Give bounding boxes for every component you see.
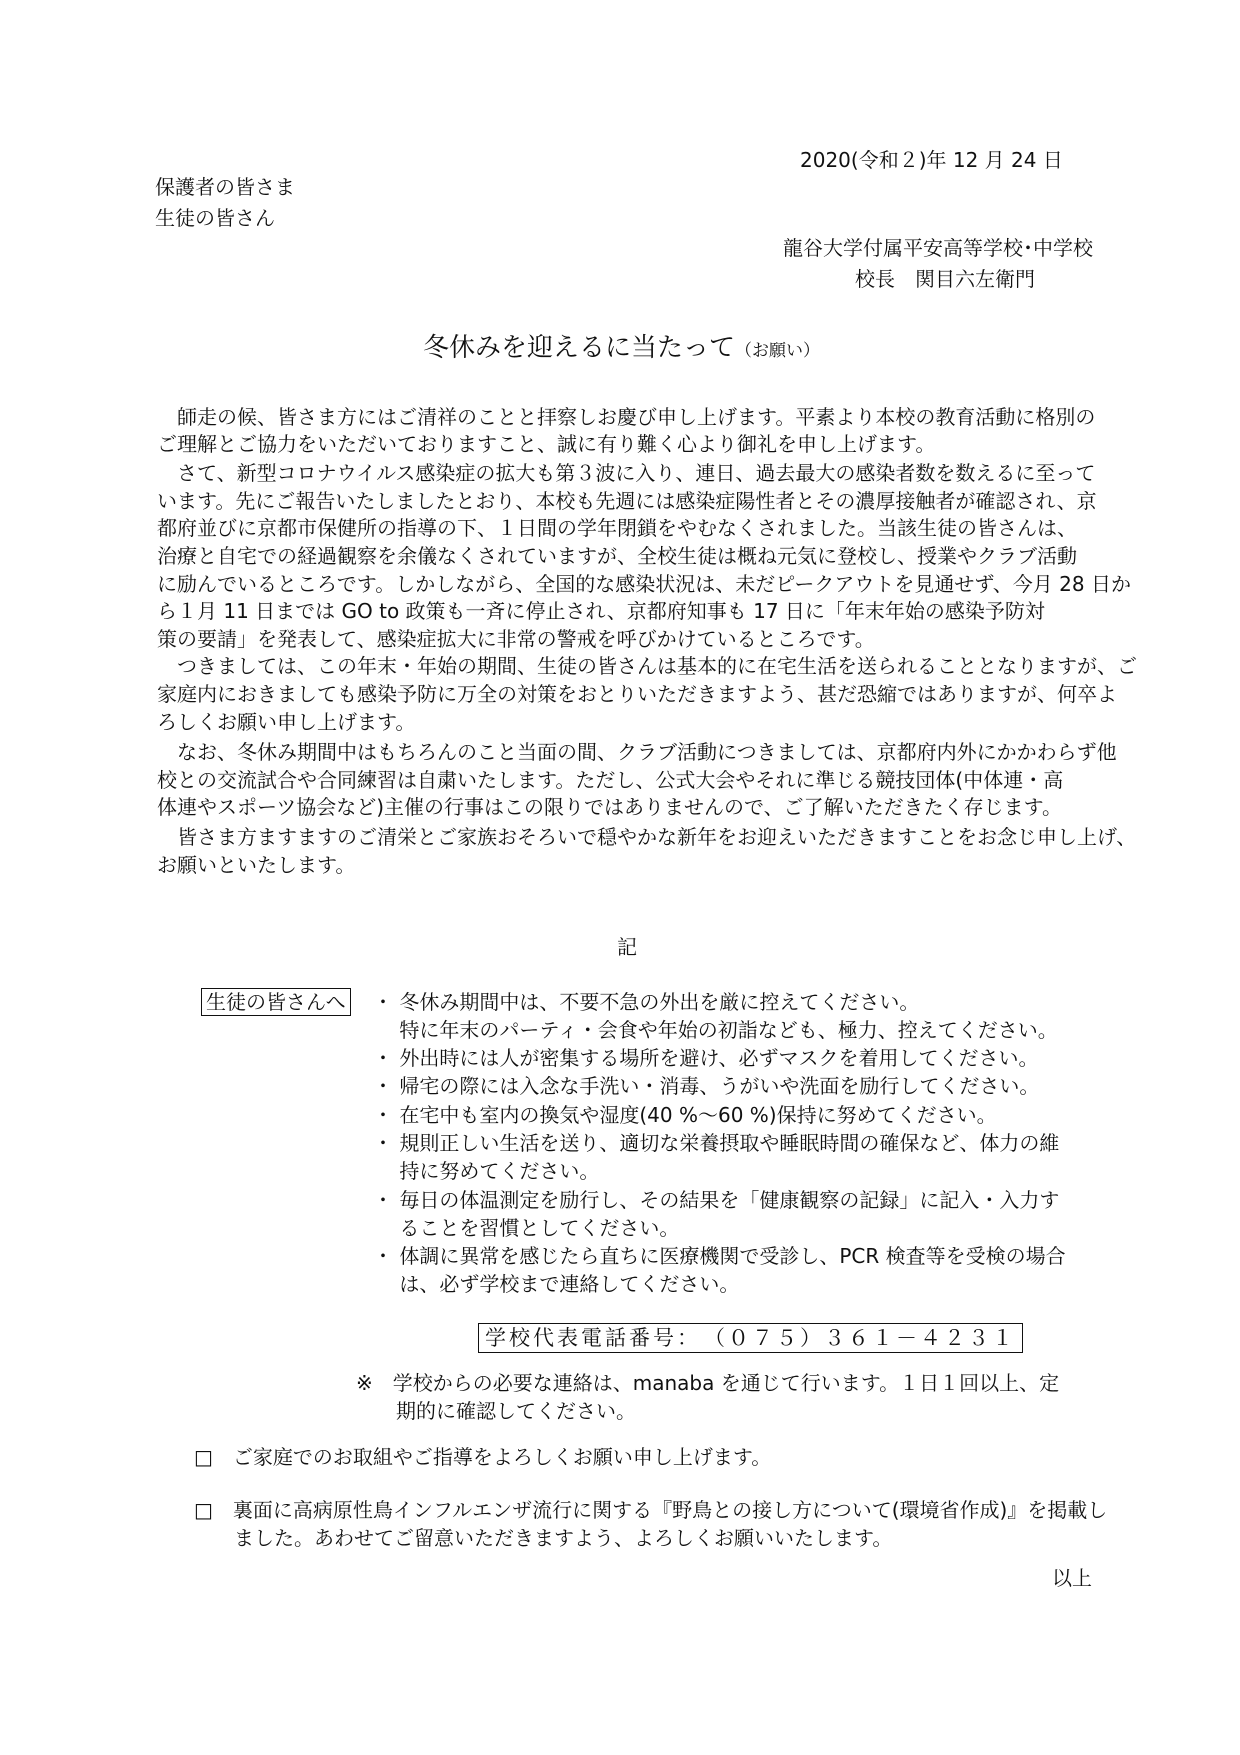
body-line: 治療と自宅での経過観察を余儀なくされていますが、全校生徒は概ね元気に登校し、授業やクラブ活動 [157, 544, 1077, 568]
list-item: ・ 体調に異常を感じたら直ちに医療機関で受診し、PCR 検査等を受検の場合 [373, 1244, 1066, 1268]
students-label: 生徒の皆さんへ [201, 988, 351, 1016]
body-line: 体連やスポーツ協会など)主催の行事はこの限りではありませんので、ご了解いただきたく存じます。 [157, 795, 1063, 819]
body-line: ろしくお願い申し上げます。 [157, 710, 416, 734]
body-line: います。先にご報告いたしましたとおり、本校も先週には感染症陽性者とその濃厚接触者が確認され、京 [157, 489, 1097, 513]
closing-word: 以上 [1052, 1566, 1092, 1590]
checklist-item: □ ご家庭でのお取組やご指導をよろしくお願い申し上げます。 [194, 1445, 772, 1469]
sender-school: 龍谷大学付属平安高等学校･中学校 [783, 236, 1093, 260]
list-item: ・ 規則正しい生活を送り、適切な栄養摂取や睡眠時間の確保など、体力の維 [373, 1131, 1060, 1155]
sender-principal: 校長 関目六左衛門 [855, 267, 1035, 291]
list-item: 特に年末のパーティ・会食や年始の初詣なども、極力、控えてください。 [373, 1018, 1058, 1042]
note-line: ※ 学校からの必要な連絡は、manaba を通じて行います。１日１回以上、定 [356, 1371, 1060, 1395]
body-line: ら１月 11 日までは GO to 政策も一斉に停止され、京都府知事も 17 日に「年末年始の感染予防対 [157, 599, 1045, 623]
title-main: 冬休みを迎えるに当たって [423, 333, 736, 363]
list-item: ・ 帰宅の際には入念な手洗い・消毒、うがいや洗面を励行してください。 [373, 1074, 1040, 1098]
list-item: ・ 毎日の体温測定を励行し、その結果を「健康観察の記録」に記入・入力す [373, 1188, 1060, 1212]
document-date: 2020(令和２)年 12 月 24 日 [800, 148, 1063, 172]
checklist-item-continued: ました。あわせてご留意いただきますよう、よろしくお願いいたします。 [194, 1526, 893, 1550]
body-line: 皆さま方ますますのご清栄とご家族おそろいで穏やかな新年をお迎えいただきますことをお念じ申し上げ、 [157, 825, 1137, 849]
list-item: ることを習慣としてください。 [373, 1216, 680, 1240]
body-line: 師走の候、皆さま方にはご清祥のことと拝察しお慶び申し上げます。平素より本校の教育活動に格別の [157, 405, 1096, 429]
note-line: 期的に確認してください。 [356, 1399, 636, 1423]
list-item: ・ 在宅中も室内の換気や湿度(40 %～60 %)保持に努めてください。 [373, 1103, 997, 1127]
ki-marker: 記 [617, 935, 637, 959]
body-line: 都府並びに京都市保健所の指導の下、１日間の学年閉鎖をやむなくされました。当該生徒の皆さんは、 [157, 516, 1077, 540]
body-line: さて、新型コロナウイルス感染症の拡大も第３波に入り、連日、過去最大の感染者数を数えるに至って [157, 461, 1096, 485]
list-item: は、必ず学校まで連絡してください。 [373, 1272, 740, 1296]
body-line: ご理解とご協力をいただいておりますこと、誠に有り難く心より御礼を申し上げます。 [157, 432, 936, 456]
checklist-item: □ 裏面に高病原性鳥インフルエンザ流行に関する『野鳥との接し方について(環境省作成)』を掲載し [194, 1498, 1108, 1522]
recipient-students: 生徒の皆さん [155, 206, 275, 230]
school-phone-number: 学校代表電話番号： （０７５）３６１－４２３１ [478, 1323, 1023, 1353]
body-line: 校との交流試合や合同練習は自粛いたします。ただし、公式大会やそれに準じる競技団体(中体連・高 [157, 768, 1064, 792]
body-line: 策の要請」を発表して、感染症拡大に非常の警戒を呼びかけているところです。 [157, 627, 875, 651]
document-title [423, 327, 820, 364]
list-item: ・ 外出時には人が密集する場所を避け、必ずマスクを着用してください。 [373, 1046, 1039, 1070]
title-sub: （お願い） [735, 341, 821, 361]
body-line: 家庭内におきましても感染予防に万全の対策をおとりいただきますよう、甚だ恐縮ではありますが、何卒よ [157, 682, 1117, 706]
recipient-guardians: 保護者の皆さま [155, 175, 295, 199]
body-line: お願いといたします。 [157, 853, 356, 877]
body-line: に励んでいるところです。しかしながら、全国的な感染状況は、未だピークアウトを見通せず、今月 28 日か [157, 572, 1131, 596]
body-line: つきましては、この年末・年始の期間、生徒の皆さんは基本的に在宅生活を送られることとなりますが、ご [157, 654, 1137, 678]
list-item: 持に努めてください。 [373, 1159, 600, 1183]
list-item: ・ 冬休み期間中は、不要不急の外出を厳に控えてください。 [373, 990, 920, 1014]
body-line: なお、冬休み期間中はもちろんのこと当面の間、クラブ活動につきましては、京都府内外にかかわらず他 [157, 740, 1117, 764]
